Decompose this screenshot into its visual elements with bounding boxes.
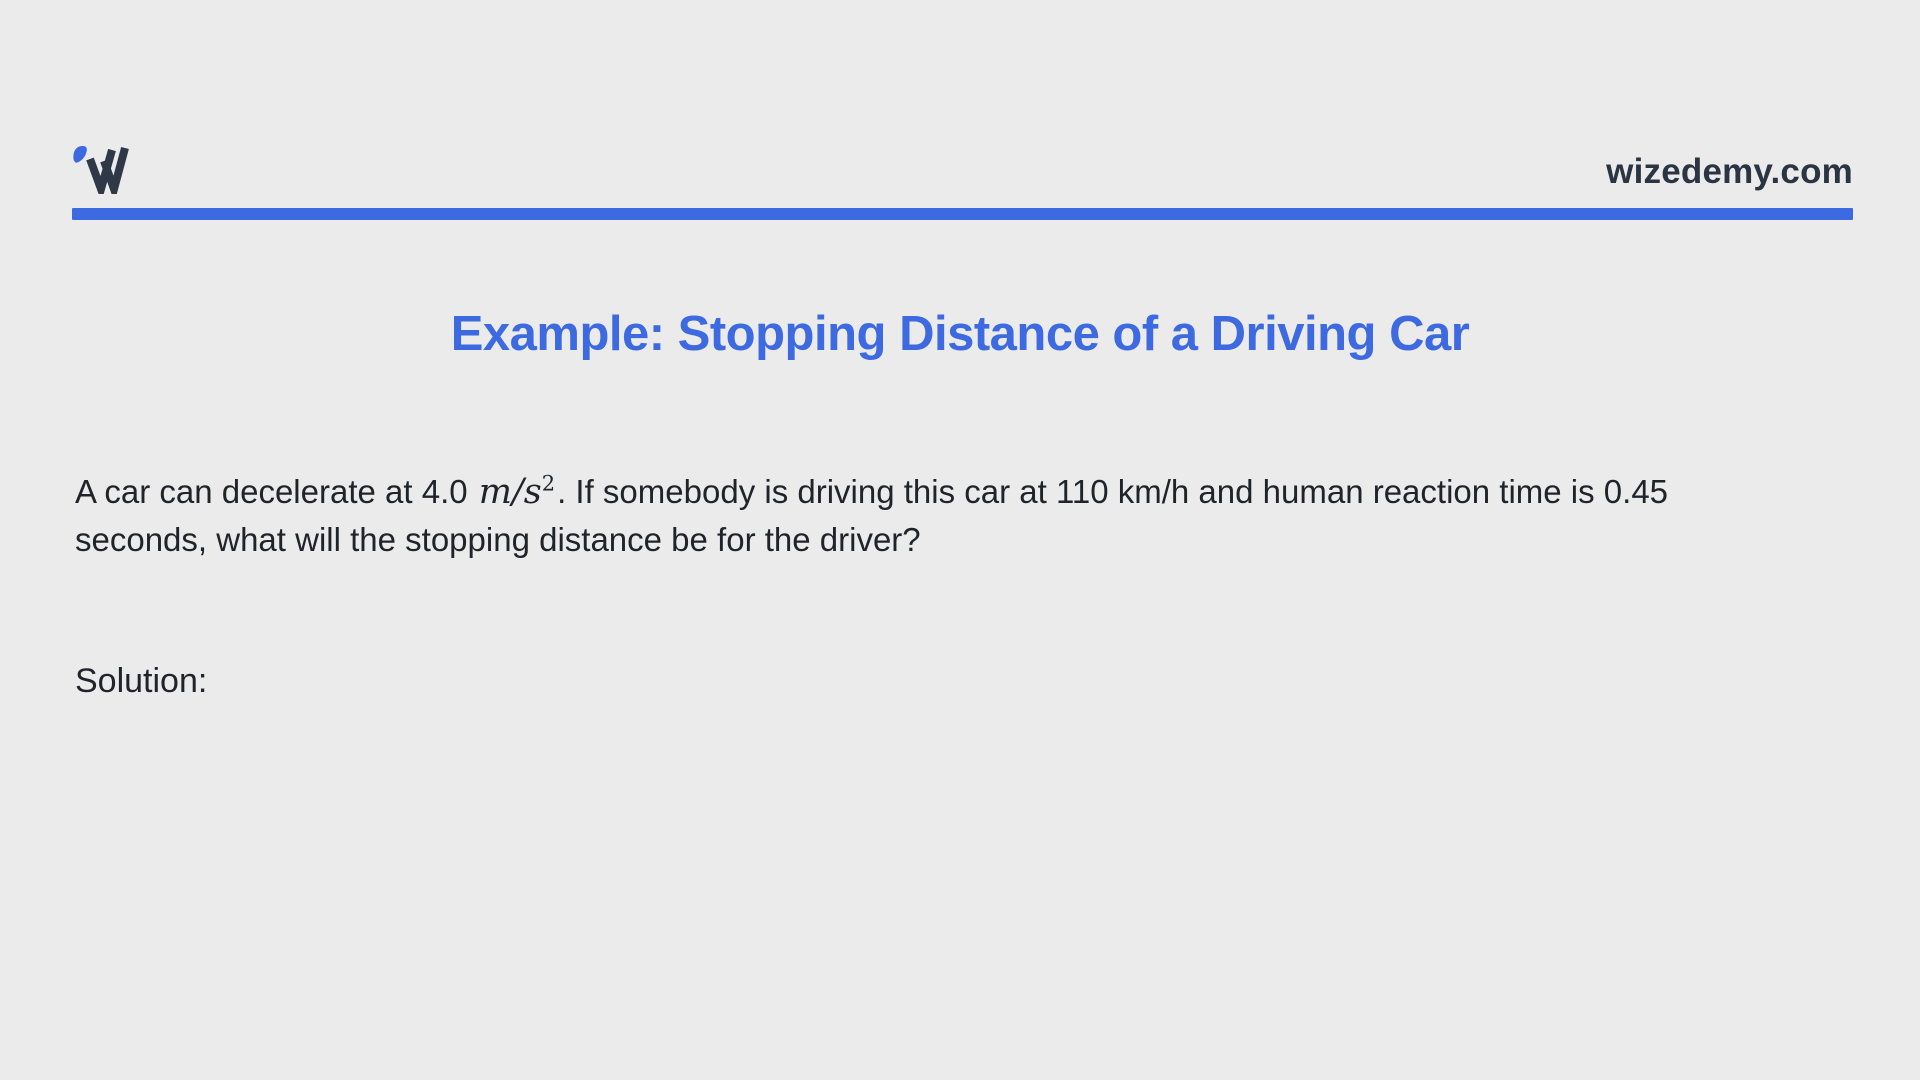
wizedemy-logo-icon [71, 144, 139, 194]
problem-line-2: seconds, what will the stopping distance be for the driver? [75, 521, 921, 558]
problem-text-suffix: . If somebody is driving this car at 110 km/h and human reaction time is 0.45 [557, 473, 1669, 510]
math-base: m/s [478, 472, 542, 512]
problem-statement [75, 468, 1668, 564]
problem-line-1 [75, 468, 1668, 516]
solution-label: Solution: [75, 662, 208, 700]
problem-text-prefix: A car can decelerate at 4.0 [75, 473, 477, 510]
slide-title: Example: Stopping Distance of a Driving Car [450, 307, 1470, 361]
site-name: wizedemy.com [1606, 152, 1853, 191]
math-m-per-s-squared [477, 472, 557, 512]
math-exponent: 2 [541, 471, 556, 496]
header-divider [72, 208, 1853, 220]
